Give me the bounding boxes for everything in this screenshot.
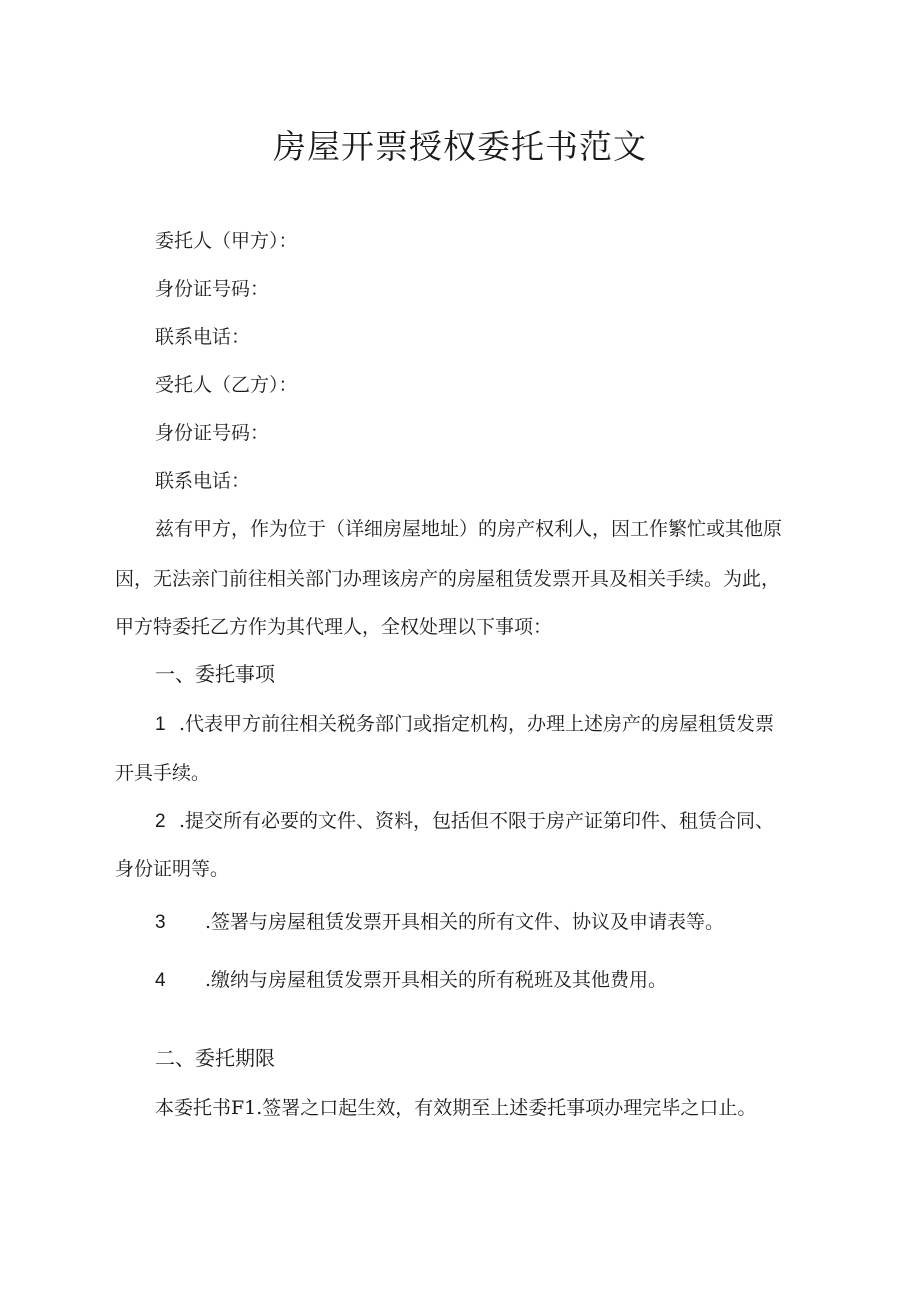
item-2-number: 2 bbox=[155, 811, 166, 832]
intro-line-1: 兹有甲方，作为位于（详细房屋地址）的房产权利人，因工作繁忙或其他原 bbox=[155, 518, 783, 540]
party-a-label: 委托人（甲方）： bbox=[155, 230, 298, 252]
party-a-id-label: 身份证号码： bbox=[155, 278, 270, 300]
intro-line-3: 甲方特委托乙方作为其代理人，全权处理以下事项： bbox=[115, 616, 553, 638]
item-1-text: .代表甲方前往相关税务部门或指定机构，办理上述房产的房屋租赁发票 bbox=[179, 713, 775, 735]
section-1-heading: 一、委托事项 bbox=[155, 662, 275, 686]
item-3-line bbox=[155, 909, 724, 936]
item-4-text: .缴纳与房屋租赁发票开具相关的所有税班及其他费用。 bbox=[205, 969, 668, 991]
item-4-number: 4 bbox=[155, 970, 166, 991]
item-3-text: .签署与房屋租赁发票开具相关的所有文件、协议及申请表等。 bbox=[205, 911, 725, 933]
section-2-text: 本委托书F1.签署之口起生效，有效期至上述委托事项办理完毕之口止。 bbox=[155, 1097, 757, 1119]
item-2-line-2: 身份证明等。 bbox=[115, 858, 230, 880]
party-a-phone-label: 联系电话： bbox=[155, 326, 251, 348]
item-4-line bbox=[155, 967, 667, 994]
document-title: 房屋开票授权委托书范文 bbox=[273, 127, 647, 166]
section-2-heading: 二、委托期限 bbox=[155, 1046, 275, 1070]
party-b-phone-label: 联系电话： bbox=[155, 470, 251, 492]
item-2-text: .提交所有必要的文件、资料，包括但不限于房产证第印件、租赁合同、 bbox=[179, 810, 775, 832]
item-1-number: 1 bbox=[155, 714, 166, 735]
intro-line-2: 因，无法亲门前往相关部门办理该房产的房屋租赁发票开具及相关手续。为此， bbox=[115, 568, 781, 590]
party-b-label: 受托人（乙方）： bbox=[155, 374, 298, 396]
item-1-line-1 bbox=[155, 711, 774, 738]
item-2-line-1 bbox=[155, 808, 774, 835]
item-1-line-2: 开具手续。 bbox=[115, 762, 211, 784]
item-3-number: 3 bbox=[155, 912, 166, 933]
party-b-id-label: 身份证号码： bbox=[155, 422, 270, 444]
